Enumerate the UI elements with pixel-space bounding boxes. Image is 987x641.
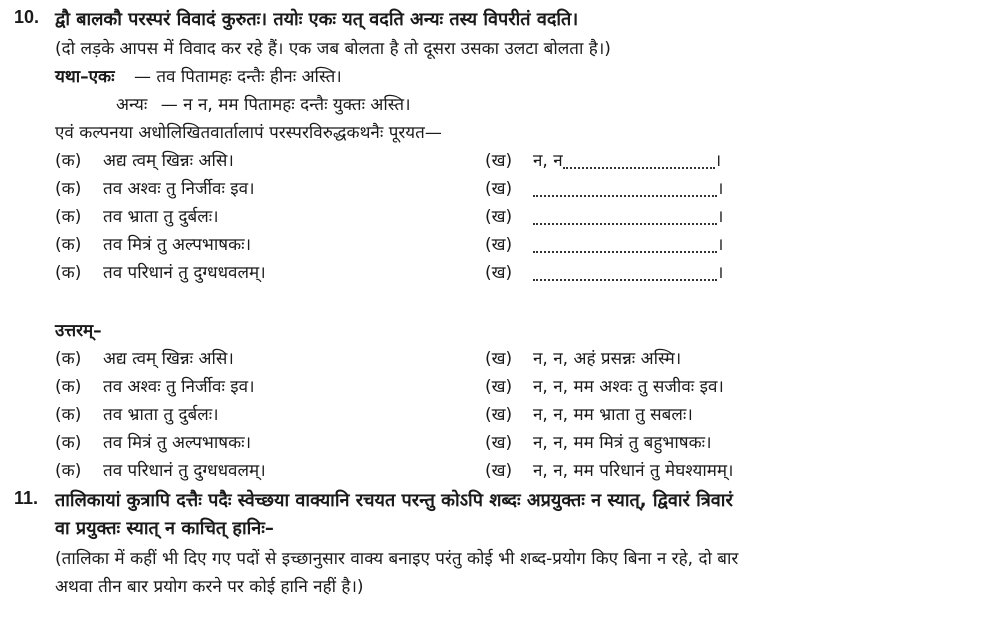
example-line-2 bbox=[116, 92, 411, 118]
ka-label: (क) bbox=[55, 433, 82, 453]
kha-label: (ख) bbox=[485, 235, 513, 255]
answer-heading: उत्तरम्– bbox=[55, 321, 102, 341]
question-heading-line-2: वा प्रयुक्तः स्यात् न काचित् हानिः– bbox=[55, 518, 274, 539]
kha-text: न, न, मम भ्राता तु सबलः। bbox=[533, 405, 693, 425]
ka-text: तव भ्राता तु दुर्बलः। bbox=[103, 405, 219, 425]
kha-prefix: न, न bbox=[533, 151, 563, 171]
example-line-1 bbox=[55, 64, 342, 90]
hindi-translation-line-2: अथवा तीन बार प्रयोग करने पर कोई हानि नहीं है।) bbox=[55, 577, 364, 597]
exercise-row: (क) तव परिधानं तु दुग्धधवलम्। (ख) । bbox=[55, 260, 955, 286]
exercise-row: (क) अद्य त्वम् खिन्नः असि। (ख) न, न । bbox=[55, 148, 955, 174]
example-text-2: — न न, मम पितामहः दन्तैः युक्तः अस्ति। bbox=[160, 95, 411, 115]
answer-row bbox=[55, 430, 955, 456]
hindi-translation: (दो लड़के आपस में विवाद कर रहे हैं। एक जब बोलता है तो दूसरा उसका उलटा बोलता है।) bbox=[55, 39, 611, 59]
kha-label: (ख) bbox=[485, 207, 513, 227]
ka-text: अद्य त्वम् खिन्नः असि। bbox=[103, 151, 234, 171]
blank-field[interactable] bbox=[533, 209, 717, 225]
question-number: 10. bbox=[14, 7, 40, 27]
answer-row bbox=[55, 374, 955, 400]
example-text-1: — तव पितामहः दन्तैः हीनः अस्ति। bbox=[133, 67, 342, 87]
ka-text: तव परिधानं तु दुग्धधवलम्। bbox=[103, 263, 266, 283]
example-label: यथा–एकः bbox=[55, 67, 115, 87]
ka-label: (क) bbox=[55, 235, 82, 255]
question-heading-line-1: तालिकायां कुत्रापि दत्तैः पदैः स्वेच्छया वाक्यानि रचयत परन्तु कोऽपि शब्दः अप्रयुक्तः न स्यात्, द्विवारं त्रिवारं bbox=[55, 490, 733, 511]
ka-text: तव मित्रं तु अल्पभाषकः। bbox=[103, 433, 252, 453]
question-number: 11. bbox=[14, 488, 39, 508]
answer-row bbox=[55, 458, 955, 484]
example-label-2: अन्यः bbox=[116, 95, 148, 115]
ka-text: तव भ्राता तु दुर्बलः। bbox=[103, 207, 219, 227]
ka-text: तव परिधानं तु दुग्धधवलम्। bbox=[103, 461, 266, 481]
exercise-row: (क) तव भ्राता तु दुर्बलः। (ख) । bbox=[55, 204, 955, 230]
blank-field[interactable] bbox=[533, 265, 717, 281]
ka-text: तव अश्वः तु निर्जीवः इव। bbox=[103, 179, 255, 199]
kha-text: न, न, मम मित्रं तु बहुभाषकः। bbox=[533, 433, 712, 453]
kha-label: (ख) bbox=[485, 263, 513, 283]
instruction: एवं कल्पनया अधोलिखितवार्तालापं परस्परविरुद्धकथनैः पूरयत— bbox=[55, 123, 442, 143]
kha-label: (ख) bbox=[485, 433, 513, 453]
kha-text: न, न, अहं प्रसन्नः अस्मि। bbox=[533, 349, 682, 369]
exercise-row: (क) तव मित्रं तु अल्पभाषकः। (ख) । bbox=[55, 232, 955, 258]
ka-label: (क) bbox=[55, 377, 82, 397]
exercise-row: (क) तव अश्वः तु निर्जीवः इव। (ख) । bbox=[55, 176, 955, 202]
kha-label: (ख) bbox=[485, 461, 513, 481]
blank-field[interactable] bbox=[533, 237, 717, 253]
kha-label: (ख) bbox=[485, 349, 513, 369]
blank-field[interactable] bbox=[533, 181, 717, 197]
kha-text: न, न, मम परिधानं तु मेघश्यामम्। bbox=[533, 461, 734, 481]
kha-text: न, न, मम अश्वः तु सजीवः इव। bbox=[533, 377, 724, 397]
hindi-translation-line-1: (तालिका में कहीं भी दिए गए पदों से इच्छानुसार वाक्य बनाइए परंतु कोई भी शब्द-प्रयोग किए बिना न रहे, दो बार bbox=[55, 549, 739, 569]
ka-label: (क) bbox=[55, 179, 82, 199]
ka-label: (क) bbox=[55, 405, 82, 425]
ka-text: अद्य त्वम् खिन्नः असि। bbox=[103, 349, 234, 369]
question-heading: द्वौ बालकौ परस्परं विवादं कुरुतः। तयोः एकः यत् वदति अन्यः तस्य विपरीतं वदति। bbox=[55, 9, 579, 30]
answer-row bbox=[55, 402, 955, 428]
ka-label: (क) bbox=[55, 151, 82, 171]
kha-label: (ख) bbox=[485, 179, 513, 199]
kha-label: (ख) bbox=[485, 377, 513, 397]
ka-label: (क) bbox=[55, 461, 82, 481]
answer-row bbox=[55, 346, 955, 372]
ka-text: तव मित्रं तु अल्पभाषकः। bbox=[103, 235, 252, 255]
ka-label: (क) bbox=[55, 349, 82, 369]
kha-label: (ख) bbox=[485, 151, 513, 171]
ka-text: तव अश्वः तु निर्जीवः इव। bbox=[103, 377, 255, 397]
kha-label: (ख) bbox=[485, 405, 513, 425]
blank-field[interactable] bbox=[563, 153, 715, 169]
ka-label: (क) bbox=[55, 263, 82, 283]
ka-label: (क) bbox=[55, 207, 82, 227]
